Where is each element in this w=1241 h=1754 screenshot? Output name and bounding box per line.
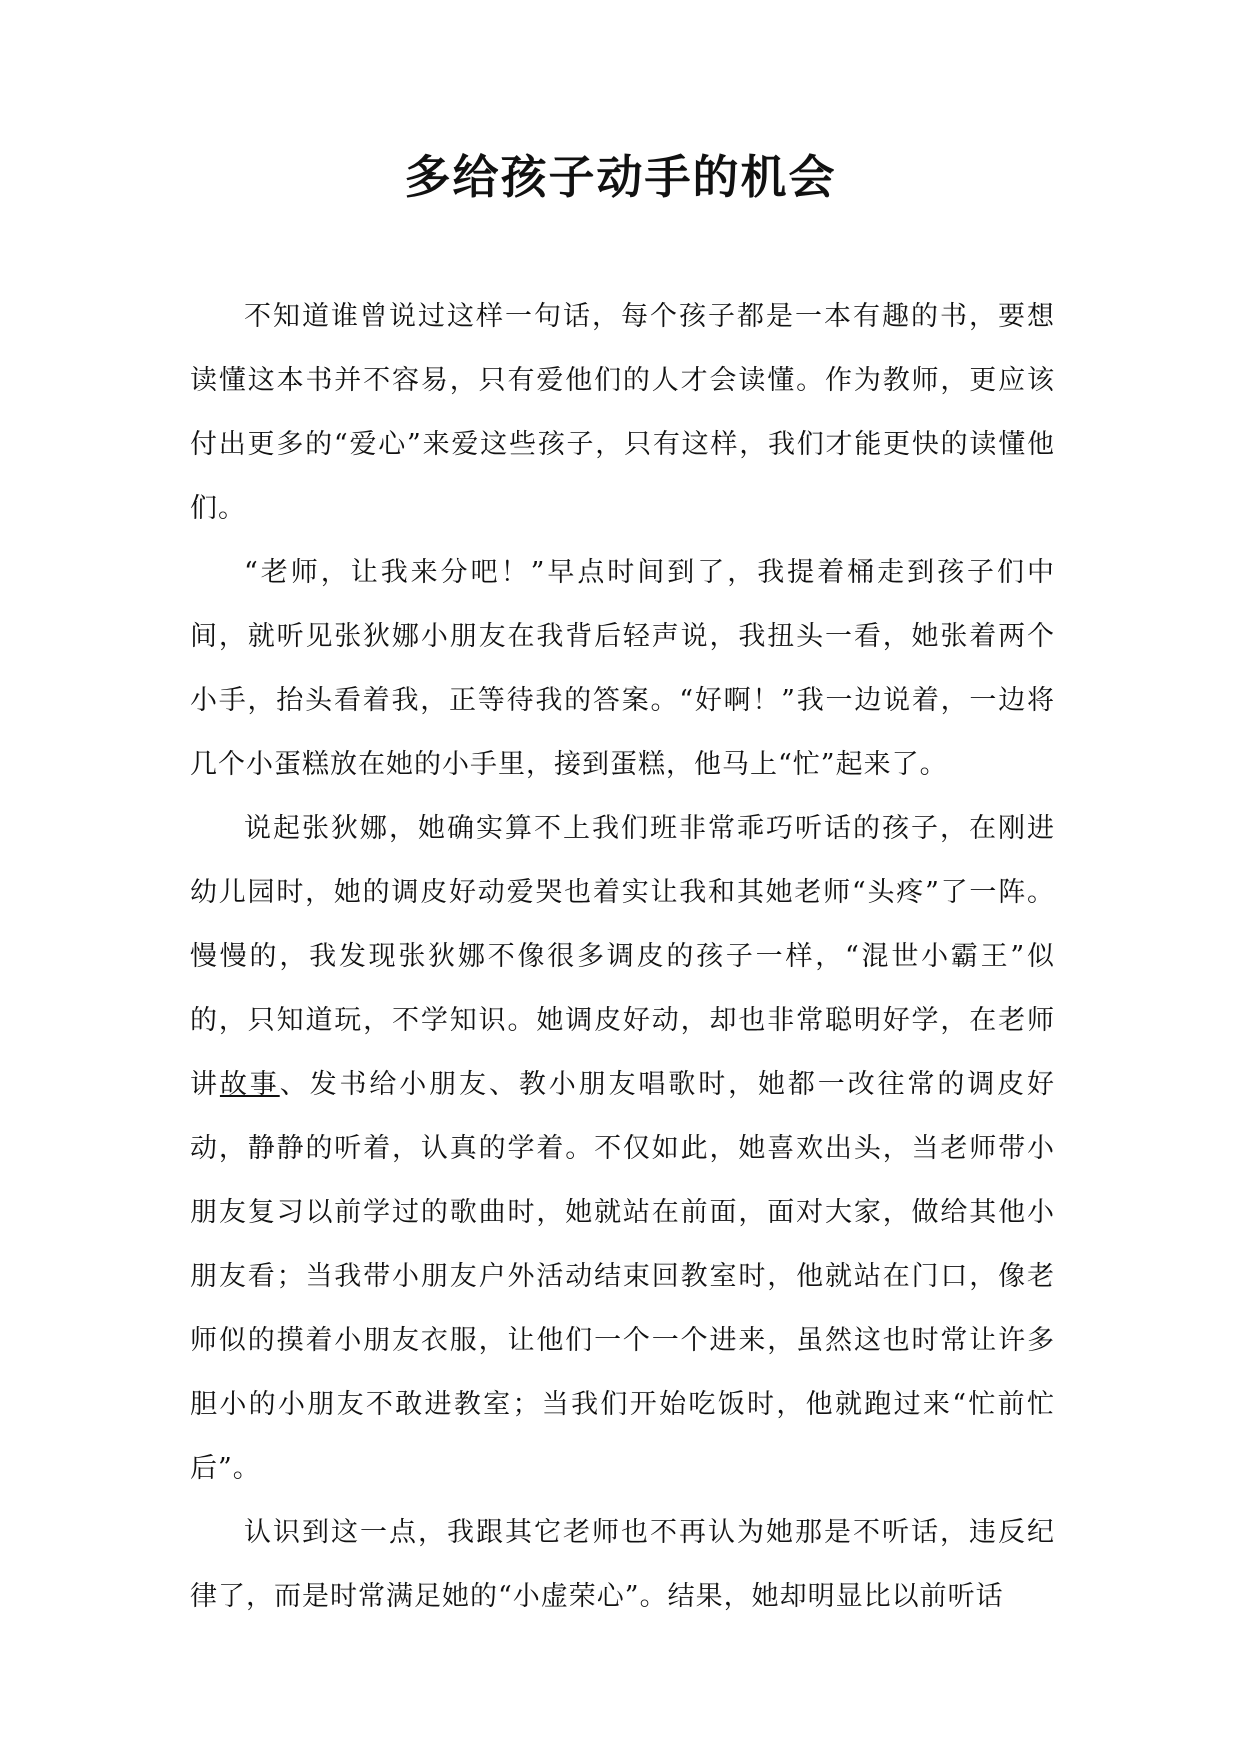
paragraph-1: 不知道谁曾说过这样一句话，每个孩子都是一本有趣的书，要想读懂这本书并不容易，只有爱他们的人才会读懂。作为教师，更应该付出更多的“爱心”来爱这些孩子，只有这样，我们才能更快的读懂他们。 xyxy=(190,301,1055,524)
underlined-word: 故事 xyxy=(219,1069,280,1100)
paragraph-4: 认识到这一点，我跟其它老师也不再认为她那是不听话，违反纪律了，而是时常满足她的“小虚荣心”。结果，她却明显比以前听话 xyxy=(190,1517,1055,1612)
paragraph-2: “老师，让我来分吧！”早点时间到了，我提着桶走到孩子们中间，就听见张狄娜小朋友在我背后轻声说，我扭头一看，她张着两个小手，抬头看着我，正等待我的答案。“好啊！”我一边说着，一边将几个小蛋糕放在她的小手里，接到蛋糕，他马上“忙”起来了。 xyxy=(190,557,1055,780)
paragraph-3 xyxy=(190,797,1055,1501)
paragraph-3-start: 说起张狄娜，她确实算不上我们班非常乖巧听话的孩子，在刚进幼儿园时，她的调皮好动爱哭也着实让我和其她老师“头疼”了一阵。慢慢的，我发现张狄娜不像很多调皮的孩子一样，“混世小霸王”似的，只知道玩，不学知识。她调皮好动，却也非常聪明好学，在老师讲 xyxy=(190,813,1055,1100)
paragraph-3-rest: 、发书给小朋友、教小朋友唱歌时，她都一改往常的调皮好动，静静的听着，认真的学着。不仅如此，她喜欢出头，当老师带小朋友复习以前学过的歌曲时，她就站在前面，面对大家，做给其他小朋友看；当我带小朋友户外活动结束回教室时，他就站在门口，像老师似的摸着小朋友衣服，让他们一个一个进来，虽然这也时常让许多胆小的小朋友不敢进教室；当我们开始吃饭时，他就跑过来“忙前忙后”。 xyxy=(190,1069,1056,1484)
document-body xyxy=(190,285,1055,1629)
document-title: 多给孩子动手的机会 xyxy=(404,150,837,204)
